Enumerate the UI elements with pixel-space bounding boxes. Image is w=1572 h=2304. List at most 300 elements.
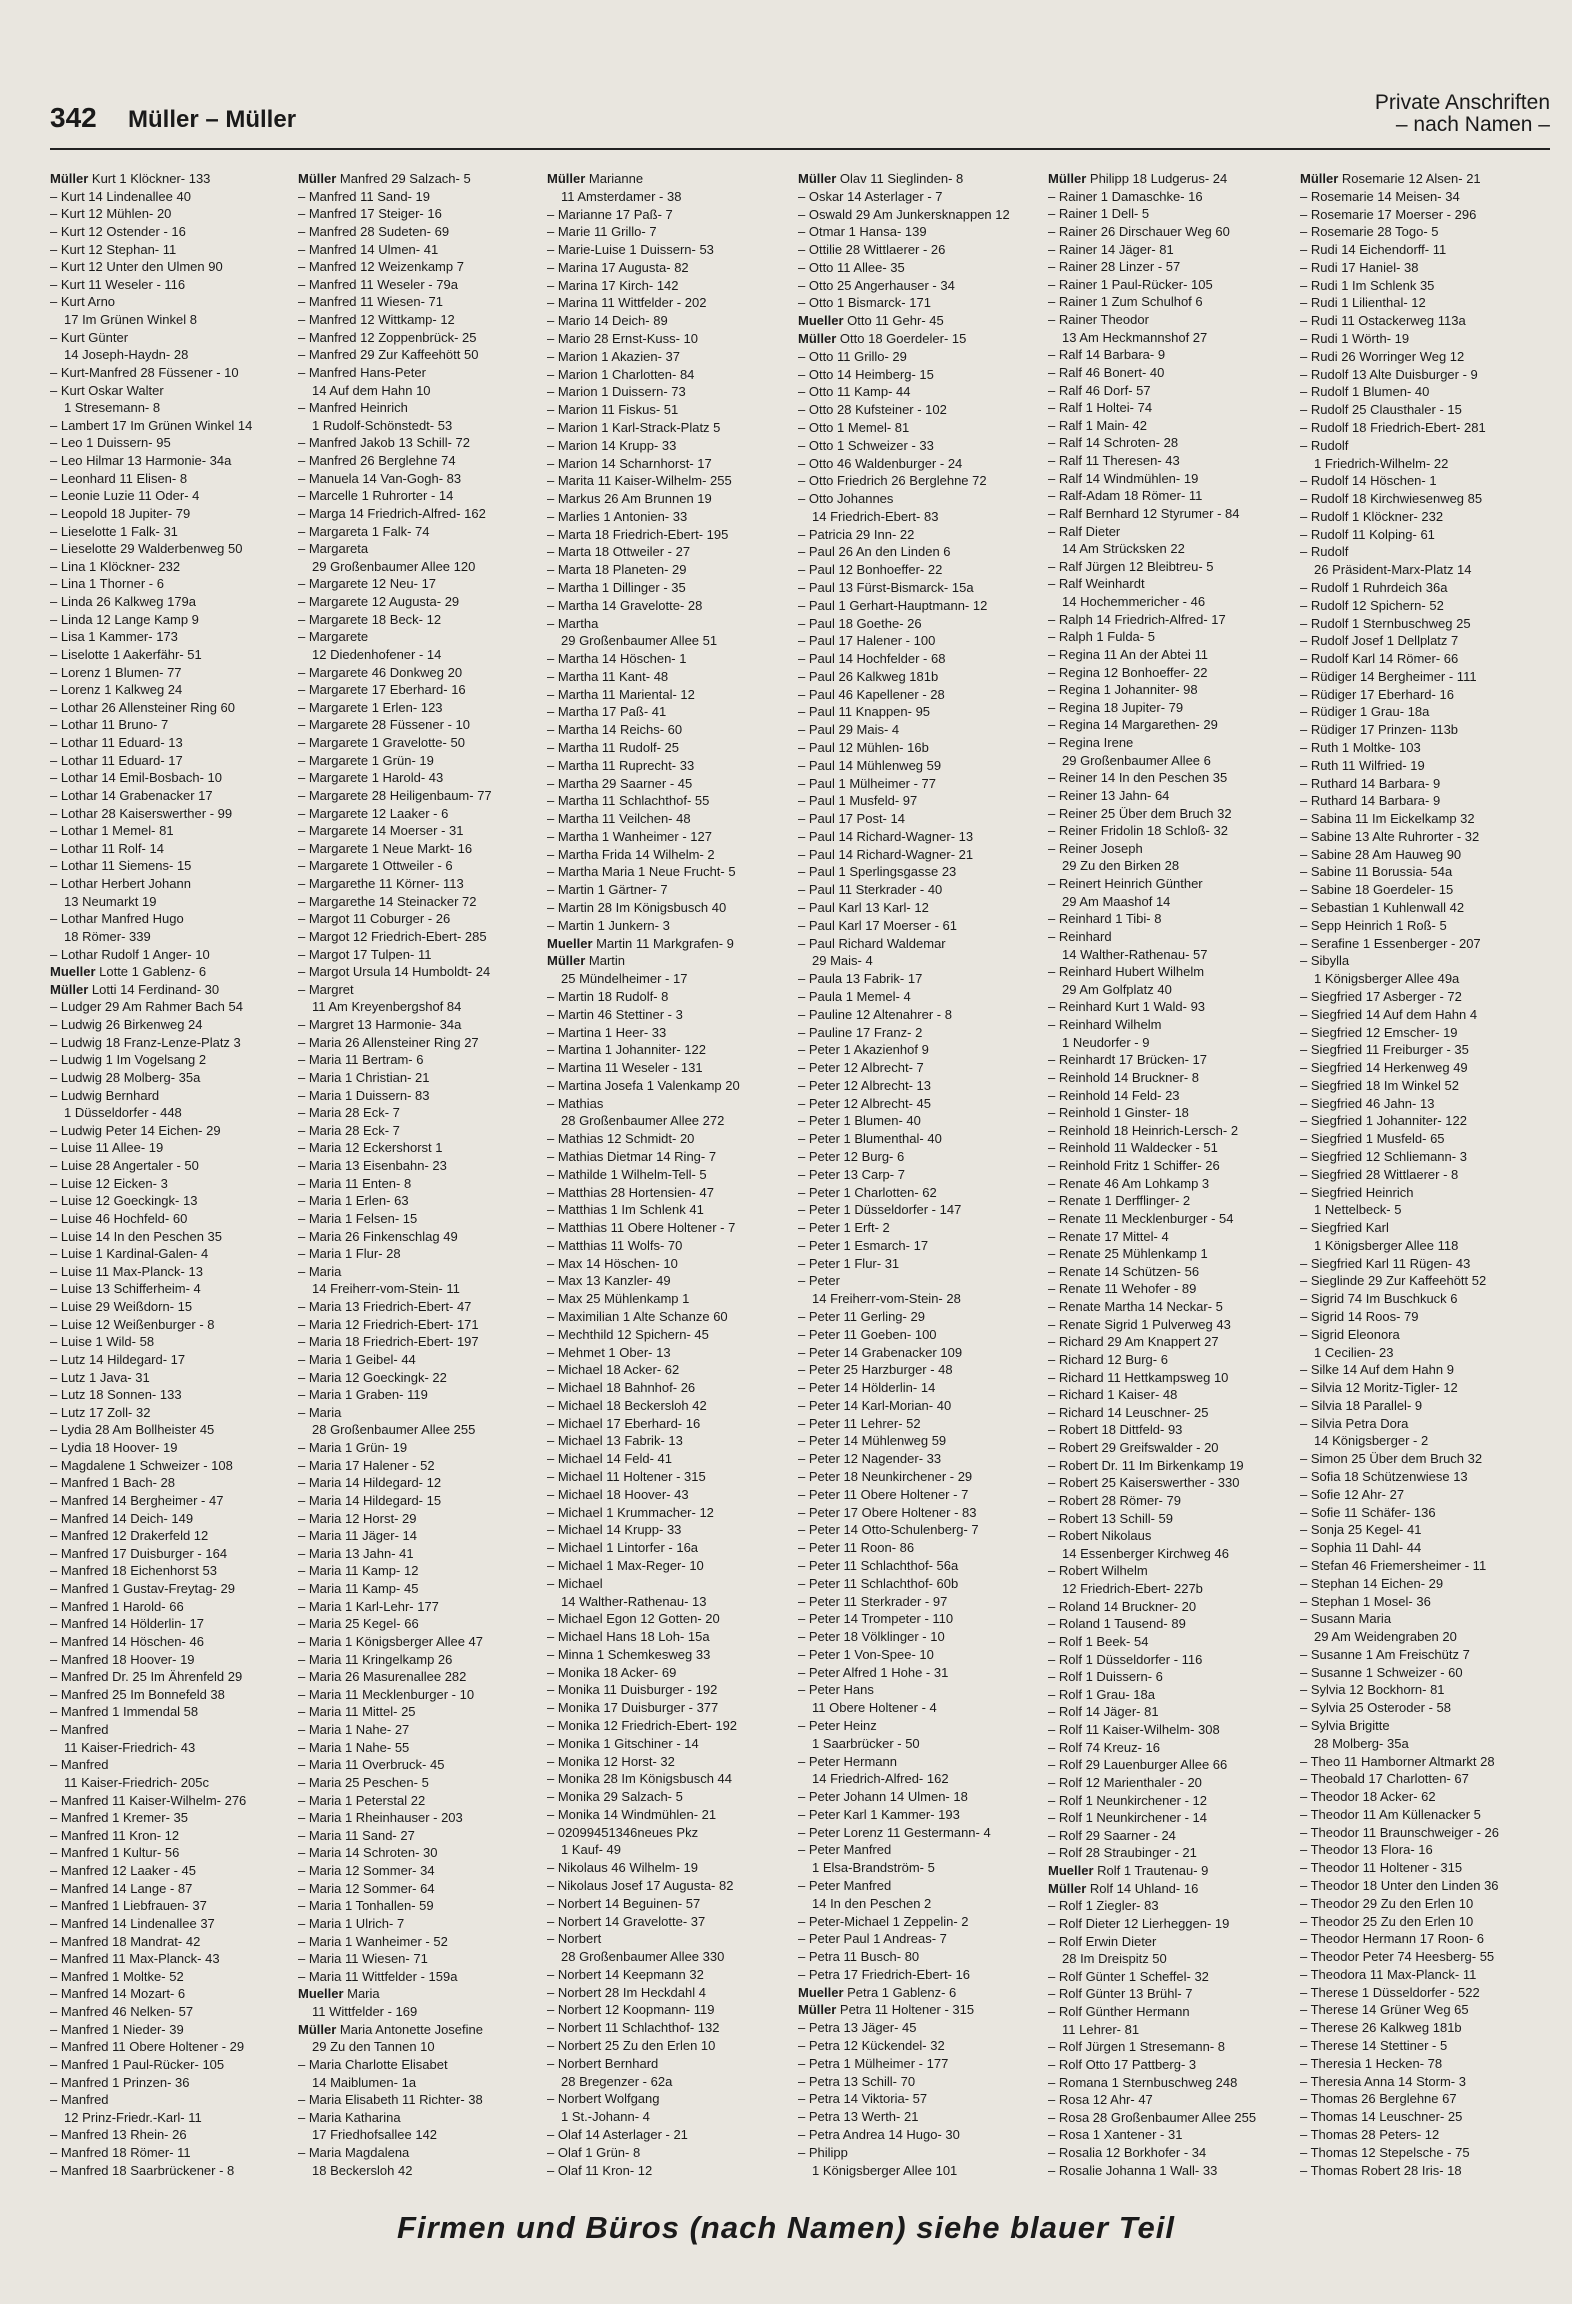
directory-entry: – Maria 12 Sommer- 64 <box>298 1880 435 1896</box>
directory-entry: – Martin 46 Stettiner - 3 <box>547 1006 683 1022</box>
directory-entry: – Rüdiger 1 Grau- 18a <box>1300 704 1430 720</box>
directory-entry: – Norbert Wolfgang <box>547 2091 660 2107</box>
directory-entry: – Lothar 11 Bruno- 7 <box>50 717 169 733</box>
directory-entry: – Norbert 14 Beguinen- 57 <box>547 1895 701 1911</box>
directory-entry: – Reinhard <box>1048 928 1112 944</box>
directory-entry: – Michael Egon 12 Gotten- 20 <box>547 1611 720 1627</box>
directory-entry: – Sylvia 25 Osteroder - 58 <box>1300 1700 1452 1716</box>
directory-entry: – Maria <box>298 1404 342 1420</box>
directory-entry: – Peter 14 Hölderlin- 14 <box>798 1380 936 1396</box>
directory-entry: – Rosa 12 Ahr- 47 <box>1048 2092 1153 2108</box>
directory-entry: – Maria Katharina <box>298 2109 401 2125</box>
directory-entry: – Peter Alfred 1 Hohe - 31 <box>798 1664 949 1680</box>
directory-entry: – Manfred 11 Sand- 19 <box>298 188 431 204</box>
directory-entry: – Reinhold 14 Bruckner- 8 <box>1048 1069 1200 1085</box>
directory-entry: – Silvia 12 Moritz-Tigler- 12 <box>1300 1380 1458 1396</box>
directory-entry: – Manfred 12 Drakerfeld 12 <box>50 1528 209 1544</box>
directory-entry: – Marlies 1 Antonien- 33 <box>547 508 688 524</box>
directory-entry: – Paul Karl 13 Karl- 12 <box>798 900 929 916</box>
directory-entry: – Reinhold Fritz 1 Schiffer- 26 <box>1048 1158 1220 1173</box>
directory-entry: – Norbert <box>547 1931 602 1947</box>
directory-entry: 29 Mais- 4 <box>812 953 873 969</box>
directory-entry: – Luise 11 Allee- 19 <box>50 1140 164 1156</box>
directory-entry: – Manfred 18 Mandrat- 42 <box>50 1933 201 1949</box>
directory-entry: – Martha 14 Höschen- 1 <box>547 651 687 667</box>
directory-entry: – Maria 1 Christian- 21 <box>298 1069 430 1085</box>
directory-entry: – Petra 13 Werth- 21 <box>798 2109 919 2125</box>
directory-entry: – Mathias <box>547 1095 604 1111</box>
directory-entry: – Peter-Michael 1 Zeppelin- 2 <box>798 1913 969 1929</box>
directory-entry: – Robert Dr. 11 Im Birkenkamp 19 <box>1048 1457 1244 1473</box>
directory-entry: – Maria 1 Nahe- 55 <box>298 1739 410 1755</box>
directory-entry: – Mehmet 1 Ober- 13 <box>547 1344 671 1360</box>
directory-entry: – Manfred 1 Harold- 66 <box>50 1598 184 1614</box>
directory-entry: – Reinhard Wilhelm <box>1048 1017 1162 1032</box>
directory-entry: – Maximilian 1 Alte Schanze 60 <box>547 1309 728 1324</box>
directory-entry: – Marga 14 Friedrich-Alfred- 162 <box>298 505 486 521</box>
directory-entry: – Maria 11 Overbruck- 45 <box>298 1757 445 1773</box>
directory-entry: – Therese 1 Düsseldorfer - 522 <box>1300 1984 1480 2000</box>
directory-entry: 1 Neudorfer - 9 <box>1062 1034 1150 1050</box>
directory-entry: – Matthias 1 Im Schlenk 41 <box>547 1202 704 1218</box>
directory-entry: – Silvia Petra Dora <box>1300 1415 1409 1431</box>
directory-entry: – Rolf 11 Kaiser-Wilhelm- 308 <box>1048 1722 1220 1737</box>
directory-entry: – Maria 1 Felsen- 15 <box>298 1210 418 1226</box>
directory-entry: – Siegfried 12 Schliemann- 3 <box>1300 1148 1467 1164</box>
directory-entry: – Margarete <box>298 629 369 645</box>
directory-entry: – Rosa 1 Xantener - 31 <box>1048 2127 1183 2143</box>
directory-entry: – Martha Maria 1 Neue Frucht- 5 <box>547 864 736 880</box>
directory-entry: – Maria 11 Kamp- 12 <box>298 1563 419 1579</box>
directory-entry: – Luise 29 Weißdorn- 15 <box>50 1299 193 1314</box>
directory-entry: – Rainer 1 Paul-Rücker- 105 <box>1048 276 1213 292</box>
directory-entry: – Matthias 11 Wolfs- 70 <box>547 1237 683 1253</box>
directory-entry: 14 Friedrich-Ebert- 83 <box>812 508 939 524</box>
directory-entry: Müller Philipp 18 Ludgerus- 24 <box>1048 171 1228 186</box>
directory-entry: – Silvia 18 Parallel- 9 <box>1300 1397 1423 1413</box>
page-header <box>50 90 1550 140</box>
directory-entry: – Maria 13 Friedrich-Ebert- 47 <box>298 1299 472 1314</box>
directory-entry: – Rolf 29 Lauenburger Allee 66 <box>1048 1757 1228 1773</box>
directory-entry: – Rolf 1 Düsseldorfer - 116 <box>1048 1651 1203 1667</box>
directory-entry: – Kurt 12 Mühlen- 20 <box>50 206 172 222</box>
directory-entry: – Robert Nikolaus <box>1048 1528 1152 1544</box>
directory-entry: – Kurt Oskar Walter <box>50 382 164 398</box>
directory-entry: – Rainer Theodor <box>1048 312 1149 327</box>
directory-entry: 28 Großenbaumer Allee 272 <box>561 1113 725 1129</box>
directory-entry: – Maria 1 Tonhallen- 59 <box>298 1898 434 1914</box>
directory-entry: 29 Am Weidengraben 20 <box>1314 1629 1457 1645</box>
directory-entry: – Maria 11 Mittel- 25 <box>298 1704 416 1720</box>
directory-entry: – Paul 14 Richard-Wagner- 21 <box>798 846 974 862</box>
directory-entry: – Manfred 12 Zoppenbrück- 25 <box>298 329 477 345</box>
directory-entry: – Michael 1 Krummacher- 12 <box>547 1504 714 1520</box>
directory-entry: – Peter 25 Harzburger - 48 <box>798 1362 953 1378</box>
directory-entry: – Maria 12 Goeckingk- 22 <box>298 1369 447 1385</box>
directory-entry: – Maria 1 Wanheimer - 52 <box>298 1933 448 1949</box>
directory-entry: – Maria 1 Duissern- 83 <box>298 1087 430 1103</box>
directory-entry: – Richard 11 Hettkampsweg 10 <box>1048 1369 1229 1385</box>
directory-entry: – Leopold 18 Jupiter- 79 <box>50 505 191 521</box>
directory-entry: – Margarete 12 Laaker - 6 <box>298 805 449 821</box>
directory-entry: – Otto 11 Grillo- 29 <box>798 348 907 364</box>
directory-entry: – Renate Martha 14 Neckar- 5 <box>1048 1299 1223 1314</box>
directory-entry: – Maria 17 Halener - 52 <box>298 1457 435 1473</box>
directory-entry: – Reinhard 1 Tibi- 8 <box>1048 911 1162 927</box>
directory-entry: – Kurt 12 Stephan- 11 <box>50 241 177 257</box>
directory-entry: Müller Maria Antonette Josefine <box>298 2021 483 2037</box>
directory-entry: – Robert 25 Kaiserswerther - 330 <box>1048 1475 1240 1491</box>
directory-entry: – Maria 26 Allensteiner Ring 27 <box>298 1034 479 1050</box>
directory-column-5 <box>1048 170 1286 2180</box>
directory-entry: – Peter 12 Albrecht- 13 <box>798 1077 931 1093</box>
directory-entry: – Sigrid 14 Roos- 79 <box>1300 1309 1419 1324</box>
section-heading <box>1375 92 1550 136</box>
directory-entry: – Martha 11 Kant- 48 <box>547 668 669 684</box>
directory-entry: – Michael 13 Fabrik- 13 <box>547 1433 683 1449</box>
directory-entry: – Richard 29 Am Knappert 27 <box>1048 1334 1219 1350</box>
directory-entry: – Rosa 28 Großenbaumer Allee 255 <box>1048 2109 1257 2125</box>
directory-entry: – Ralf Jürgen 12 Bleibtreu- 5 <box>1048 558 1214 574</box>
directory-entry: – Peter 12 Albrecht- 45 <box>798 1095 931 1111</box>
directory-entry: – Rolf Jürgen 1 Stresemann- 8 <box>1048 2039 1226 2055</box>
directory-entry: – Lutz 1 Java- 31 <box>50 1369 150 1385</box>
directory-entry: – Reiner 14 In den Peschen 35 <box>1048 770 1228 786</box>
directory-entry: – Oswald 29 Am Junkersknappen 12 <box>798 206 1010 222</box>
directory-entry: – Peter 11 Obere Holtener - 7 <box>798 1486 969 1502</box>
directory-entry: – Margarete 28 Füssener - 10 <box>298 717 470 733</box>
directory-entry: – Thomas Robert 28 Iris- 18 <box>1300 2162 1462 2178</box>
directory-entry: – Margarete 28 Heiligenbaum- 77 <box>298 787 492 803</box>
directory-entry: – Peter 12 Burg- 6 <box>798 1148 905 1164</box>
directory-entry: – Peter 1 Esmarch- 17 <box>798 1237 929 1253</box>
directory-entry: – Sabine 18 Goerdeler- 15 <box>1300 882 1454 898</box>
directory-entry: – Rudolf 1 Sternbuschweg 25 <box>1300 615 1471 631</box>
directory-entry: – Martha 29 Saarner - 45 <box>547 775 693 791</box>
directory-entry: – Rolf Erwin Dieter <box>1048 1933 1157 1949</box>
directory-entry: – Markus 26 Am Brunnen 19 <box>547 491 712 507</box>
directory-entry: – Maria 1 Ulrich- 7 <box>298 1915 405 1931</box>
directory-entry: – Manfred 1 Paul-Rücker- 105 <box>50 2056 225 2072</box>
directory-entry: – Nikolaus 46 Wilhelm- 19 <box>547 1860 699 1876</box>
directory-entry: – Martha 11 Ruprecht- 33 <box>547 757 695 773</box>
directory-entry: – Maria 1 Königsberger Allee 47 <box>298 1633 484 1649</box>
directory-entry: – Margarete 17 Eberhard- 16 <box>298 682 466 698</box>
directory-entry: – Michael 1 Lintorfer - 16a <box>547 1540 699 1556</box>
directory-entry: 1 St.-Johann- 4 <box>561 2109 650 2125</box>
directory-entry: – Theodor Peter 74 Heesberg- 55 <box>1300 1949 1495 1965</box>
directory-entry: – Marie 11 Grillo- 7 <box>547 224 657 240</box>
directory-entry: – Rudi 1 Wörth- 19 <box>1300 331 1410 347</box>
directory-entry: – Paul 11 Sterkrader - 40 <box>798 882 943 898</box>
directory-entry: – Monika 17 Duisburger - 377 <box>547 1700 719 1716</box>
directory-entry: – Ralf 14 Windmühlen- 19 <box>1048 470 1199 486</box>
directory-entry: – Marion 14 Scharnhorst- 17 <box>547 455 712 471</box>
directory-entry: – Otto 1 Bismarck- 171 <box>798 295 931 311</box>
directory-entry: – Paul 1 Mülheimer - 77 <box>798 775 937 791</box>
directory-entry: – Otto 11 Kamp- 44 <box>798 384 911 400</box>
directory-entry: – Rosalia 12 Borkhofer - 34 <box>1048 2145 1207 2160</box>
directory-entry: – Peter 11 Goeben- 100 <box>798 1326 937 1342</box>
directory-entry: – Mathias Dietmar 14 Ring- 7 <box>547 1148 717 1164</box>
directory-entry: – Paul 26 An den Linden 6 <box>798 544 951 560</box>
directory-entry: – Paul 46 Kapellener - 28 <box>798 686 945 702</box>
directory-entry: 11 Kaiser-Friedrich- 205c <box>64 1774 209 1790</box>
directory-entry: – Linda 12 Lange Kamp 9 <box>50 611 199 627</box>
directory-entry: – Sylvia Brigitte <box>1300 1717 1390 1733</box>
directory-entry: – Maria 1 Erlen- 63 <box>298 1193 409 1209</box>
directory-entry: – Theodor 13 Flora- 16 <box>1300 1842 1433 1858</box>
directory-entry: – Maria 14 Hildegard- 15 <box>298 1492 442 1508</box>
directory-entry: – Therese 26 Kalkweg 181b <box>1300 2020 1462 2036</box>
directory-entry: Müller Rosemarie 12 Alsen- 21 <box>1300 171 1481 186</box>
directory-entry: – Lydia 28 Am Bollheister 45 <box>50 1422 215 1438</box>
directory-entry: – Manfred 11 Obere Holtener - 29 <box>50 2039 245 2055</box>
directory-entry: – Siegfried Karl 11 Rügen- 43 <box>1300 1255 1471 1271</box>
directory-entry: – Mathias 12 Schmidt- 20 <box>547 1131 695 1147</box>
directory-entry: – Paul 13 Fürst-Bismarck- 15a <box>798 579 974 595</box>
directory-entry: 13 Neumarkt 19 <box>64 893 157 909</box>
directory-entry: – Marion 1 Duissern- 73 <box>547 384 686 400</box>
directory-entry: – Maria 1 Flur- 28 <box>298 1246 401 1262</box>
directory-entry: – Regina 1 Johanniter- 98 <box>1048 682 1198 698</box>
directory-entry: – Susanne 1 Am Freischütz 7 <box>1300 1646 1470 1662</box>
directory-entry: 29 Zu den Tannen 10 <box>312 2039 435 2055</box>
directory-entry: – Luise 12 Goeckingk- 13 <box>50 1193 198 1209</box>
directory-entry: – Theo 11 Hamborner Altmarkt 28 <box>1300 1753 1495 1769</box>
directory-entry: – Siegfried 46 Jahn- 13 <box>1300 1095 1435 1111</box>
directory-entry: – Manfred Jakob 13 Schill- 72 <box>298 435 470 451</box>
directory-entry: – Monika 11 Duisburger - 192 <box>547 1682 718 1698</box>
directory-entry: – Manfred 18 Eichenhorst 53 <box>50 1563 217 1579</box>
directory-entry: – Ruth 1 Moltke- 103 <box>1300 740 1421 755</box>
directory-entry: – Max 13 Kanzler- 49 <box>547 1273 671 1289</box>
directory-entry: 14 Am Strücksken 22 <box>1062 541 1185 557</box>
directory-entry: – Manfred 1 Moltke- 52 <box>50 1968 184 1984</box>
directory-entry: – Manfred 14 Bergheimer - 47 <box>50 1492 224 1508</box>
directory-entry: – Maria Magdalena <box>298 2145 410 2160</box>
directory-entry: – Peter Johann 14 Ulmen- 18 <box>798 1789 968 1805</box>
directory-entry: – Lothar Manfred Hugo <box>50 911 184 927</box>
directory-entry: – Ralph 14 Friedrich-Alfred- 17 <box>1048 611 1226 627</box>
directory-entry: 11 Obere Holtener - 4 <box>812 1700 937 1716</box>
directory-entry: – Max 14 Höschen- 10 <box>547 1255 678 1271</box>
directory-entry: – Rudi 1 Lilienthal- 12 <box>1300 295 1426 311</box>
directory-entry: – Otto 14 Heimberg- 15 <box>798 366 934 382</box>
directory-entry: Müller Petra 11 Holtener - 315 <box>798 2002 975 2018</box>
directory-entry: – Renate 46 Am Lohkamp 3 <box>1048 1175 1210 1191</box>
directory-entry: – Michael 18 Bahnhof- 26 <box>547 1380 696 1396</box>
directory-entry: – Paul Richard Waldemar <box>798 935 946 951</box>
directory-entry: – Thomas 14 Leuschner- 25 <box>1300 2109 1463 2125</box>
directory-entry: – Maria 28 Eck- 7 <box>298 1105 400 1121</box>
directory-entry: – Martina 1 Johanniter- 122 <box>547 1042 706 1058</box>
directory-entry: – Rudi 17 Haniel- 38 <box>1300 259 1419 275</box>
directory-entry: Mueller Maria <box>298 1986 380 2002</box>
directory-entry: 28 Großenbaumer Allee 255 <box>312 1422 476 1438</box>
directory-entry: – Rudi 14 Eichendorff- 11 <box>1300 242 1447 258</box>
directory-entry: – Manfred 17 Steiger- 16 <box>298 206 442 222</box>
directory-entry: – Minna 1 Schemkesweg 33 <box>547 1646 711 1662</box>
directory-entry: Müller Kurt 1 Klöckner- 133 <box>50 171 211 186</box>
directory-entry: – Ottilie 28 Wittlaerer - 26 <box>798 242 946 258</box>
directory-entry: – Manfred 18 Saarbrückener - 8 <box>50 2162 235 2178</box>
directory-entry: – Margarete 1 Harold- 43 <box>298 770 444 786</box>
directory-entry: 29 Großenbaumer Allee 120 <box>312 558 476 574</box>
directory-entry: – Martin 1 Gärtner- 7 <box>547 882 668 898</box>
directory-entry: – Lothar 14 Emil-Bosbach- 10 <box>50 770 222 786</box>
directory-entry: – Renate Sigrid 1 Pulverweg 43 <box>1048 1316 1231 1332</box>
directory-entry: – Martha 17 Paß- 41 <box>547 704 667 720</box>
directory-entry: – Maria 11 Kamp- 45 <box>298 1581 419 1596</box>
directory-entry: – Manfred 14 Ulmen- 41 <box>298 241 439 257</box>
directory-entry: – Martha 11 Schlachthof- 55 <box>547 793 710 809</box>
directory-entry: – Norbert 25 Zu den Erlen 10 <box>547 2038 716 2054</box>
directory-entry: – Sylvia 12 Bockhorn- 81 <box>1300 1682 1445 1698</box>
directory-entry: 1 Friedrich-Wilhelm- 22 <box>1314 455 1449 471</box>
directory-entry: – Robert 28 Römer- 79 <box>1048 1492 1181 1508</box>
directory-entry: – Maria 1 Graben- 119 <box>298 1387 428 1403</box>
directory-entry: – Lothar 28 Kaiserswerther - 99 <box>50 805 233 821</box>
directory-entry: – Luise 46 Hochfeld- 60 <box>50 1210 188 1226</box>
directory-entry: – Siegfried 18 Im Winkel 52 <box>1300 1077 1459 1093</box>
directory-entry: 29 Am Golfplatz 40 <box>1062 981 1172 997</box>
directory-entry: – Otto 11 Allee- 35 <box>798 259 905 275</box>
directory-entry: – Rolf 12 Marienthaler - 20 <box>1048 1774 1202 1790</box>
directory-entry: – Robert 18 Dittfeld- 93 <box>1048 1422 1183 1438</box>
directory-entry: – Peter <box>798 1273 840 1289</box>
directory-entry: – Magdalene 1 Schweizer - 108 <box>50 1457 233 1473</box>
directory-entry: – Peter 14 Mühlenweg 59 <box>798 1433 947 1449</box>
directory-entry: – Margot Ursula 14 Humboldt- 24 <box>298 964 491 980</box>
directory-entry: – Roland 1 Tausend- 89 <box>1048 1616 1186 1632</box>
directory-entry: – Rosemarie 17 Moerser - 296 <box>1300 206 1477 222</box>
directory-entry: – Maria Charlotte Elisabet <box>298 2056 448 2072</box>
directory-entry: – Marion 1 Karl-Strack-Platz 5 <box>547 419 721 435</box>
directory-entry: – Ralf 14 Schroten- 28 <box>1048 435 1179 451</box>
directory-entry: – Paul 1 Musfeld- 97 <box>798 793 918 809</box>
directory-entry: – Norbert 28 Im Heckdahl 4 <box>547 1984 706 2000</box>
directory-entry: – Manfred 11 Kron- 12 <box>50 1827 180 1843</box>
header-rule <box>50 148 1550 150</box>
directory-entry: – Marcelle 1 Ruhrorter - 14 <box>298 488 454 504</box>
directory-entry: – Leo Hilmar 13 Harmonie- 34a <box>50 453 232 468</box>
directory-entry: – Rüdiger 14 Bergheimer - 111 <box>1300 668 1477 684</box>
directory-entry: – Paul 18 Goethe- 26 <box>798 615 922 631</box>
directory-entry: – Peter 1 Charlotten- 62 <box>798 1184 937 1200</box>
directory-entry: 11 Kaiser-Friedrich- 43 <box>64 1739 196 1755</box>
directory-entry: – Manfred 11 Kaiser-Wilhelm- 276 <box>50 1792 247 1808</box>
directory-entry: – Petra 17 Friedrich-Ebert- 16 <box>798 1966 970 1982</box>
directory-entry: – Manfred 1 Liebfrauen- 37 <box>50 1898 207 1914</box>
directory-entry: 18 Beckersloh 42 <box>312 2162 413 2178</box>
directory-entry: – Maria 11 Sand- 27 <box>298 1827 415 1843</box>
directory-entry: – Liselotte 1 Aakerfähr- 51 <box>50 646 202 662</box>
directory-entry: – Renate 14 Schützen- 56 <box>1048 1263 1200 1279</box>
directory-entry: – Sebastian 1 Kuhlenwall 42 <box>1300 900 1465 916</box>
directory-entry: – Renate 11 Wehofer - 89 <box>1048 1281 1197 1297</box>
directory-entry: – Stephan 14 Eichen- 29 <box>1300 1575 1444 1591</box>
directory-entry: – Maria 1 Nahe- 27 <box>298 1722 410 1737</box>
directory-entry: 14 In den Peschen 2 <box>812 1895 932 1911</box>
directory-entry: – Maria 1 Peterstal 22 <box>298 1792 426 1808</box>
directory-entry: – Siegfried 1 Musfeld- 65 <box>1300 1131 1445 1147</box>
directory-entry: 14 Freiherr-vom-Stein- 11 <box>312 1281 460 1297</box>
directory-entry: – Otto 46 Waldenburger - 24 <box>798 455 963 471</box>
directory-entry: – Rüdiger 17 Eberhard- 16 <box>1300 686 1454 702</box>
directory-entry: – Margarete 1 Gravelotte- 50 <box>298 735 465 750</box>
directory-entry: – Marina 17 Kirch- 142 <box>547 277 679 293</box>
directory-entry: – Theobald 17 Charlotten- 67 <box>1300 1771 1469 1787</box>
directory-entry: – Rolf Günther Hermann <box>1048 2004 1190 2019</box>
directory-entry: – Manfred 11 Wiesen- 71 <box>298 294 443 310</box>
directory-entry: – Paul 1 Sperlingsgasse 23 <box>798 864 957 880</box>
directory-entry: – Kurt 14 Lindenallee 40 <box>50 188 191 204</box>
directory-entry: – Rainer 1 Damaschke- 16 <box>1048 188 1203 204</box>
directory-entry: – Marta 18 Friedrich-Ebert- 195 <box>547 526 729 542</box>
directory-entry: – Reinhold 1 Ginster- 18 <box>1048 1105 1189 1121</box>
directory-entry: 12 Diedenhofener - 14 <box>312 646 442 662</box>
directory-entry: – Sibylla <box>1300 953 1350 969</box>
directory-entry: – Martha 14 Gravelotte- 28 <box>547 597 703 613</box>
directory-entry: – Peter 12 Albrecht- 7 <box>798 1060 924 1076</box>
directory-entry: – Reiner Fridolin 18 Schloß- 32 <box>1048 823 1228 839</box>
directory-entry: – Margarete 18 Beck- 12 <box>298 611 442 627</box>
directory-entry: – Matthias 11 Obere Holtener - 7 <box>547 1220 736 1236</box>
directory-entry: – Patricia 29 Inn- 22 <box>798 526 915 542</box>
directory-entry: – Regina 14 Margarethen- 29 <box>1048 717 1218 733</box>
directory-entry: – Rolf 1 Ziegler- 83 <box>1048 1898 1159 1914</box>
directory-entry: – Peter Manfred <box>798 1842 892 1858</box>
directory-entry: – Lorenz 1 Kalkweg 24 <box>50 682 183 698</box>
directory-entry: – Philipp <box>798 2144 848 2160</box>
directory-column-3 <box>547 170 785 2180</box>
directory-entry: – Therese 14 Stettiner - 5 <box>1300 2038 1448 2054</box>
directory-entry: – Rolf 14 Jäger- 81 <box>1048 1704 1159 1720</box>
directory-entry: – Susann Maria <box>1300 1611 1392 1627</box>
directory-entry: – Theodor 29 Zu den Erlen 10 <box>1300 1895 1474 1911</box>
directory-entry: – Marta 18 Planeten- 29 <box>547 562 687 578</box>
directory-entry: – Ralf 1 Holtei- 74 <box>1048 400 1153 416</box>
directory-entry: – Peter 1 Erft- 2 <box>798 1220 890 1236</box>
directory-entry: – Manfred <box>50 1722 109 1737</box>
directory-entry: – Ludwig 28 Molberg- 35a <box>50 1069 201 1085</box>
directory-entry: – Ralph 1 Fulda- 5 <box>1048 629 1155 645</box>
directory-entry: – Peter 11 Lehrer- 52 <box>798 1415 921 1431</box>
directory-entry: – Ralf 1 Main- 42 <box>1048 417 1147 433</box>
directory-entry: – Manfred Hans-Peter <box>298 364 426 380</box>
directory-entry: – Paul 12 Mühlen- 16b <box>798 740 929 755</box>
directory-entry: – Manfred Dr. 25 Im Ährenfeld 29 <box>50 1669 243 1685</box>
directory-entry: 1 Rudolf-Schönstedt- 53 <box>312 417 453 433</box>
directory-entry: – Thomas 12 Stepelsche - 75 <box>1300 2144 1470 2160</box>
directory-entry: – Luise 13 Schifferheim- 4 <box>50 1281 201 1297</box>
directory-entry: – Reinhardt 17 Brücken- 17 <box>1048 1052 1207 1068</box>
directory-entry: – Paul 1 Gerhart-Hauptmann- 12 <box>798 597 988 613</box>
directory-entry: – Manfred 14 Mozart- 6 <box>50 1986 186 2002</box>
directory-entry: – Peter 11 Schlachthof- 60b <box>798 1575 959 1591</box>
directory-entry: – Michael 18 Acker- 62 <box>547 1362 680 1378</box>
directory-entry: – Margot 12 Friedrich-Ebert- 285 <box>298 928 487 944</box>
directory-entry: – Luise 11 Max-Planck- 13 <box>50 1263 203 1279</box>
directory-entry: – Petra 1 Mülheimer - 177 <box>798 2055 949 2071</box>
directory-entry: – Martin 28 Im Königsbusch 40 <box>547 900 727 916</box>
directory-entry: – Peter 1 Blumenthal- 40 <box>798 1131 942 1147</box>
directory-entry: – Martin 1 Junkern- 3 <box>547 917 670 933</box>
directory-entry: – Manfred 1 Nieder- 39 <box>50 2021 184 2037</box>
directory-entry: – Stephan 1 Mosel- 36 <box>1300 1593 1431 1609</box>
directory-entry: Müller Manfred 29 Salzach- 5 <box>298 171 471 186</box>
